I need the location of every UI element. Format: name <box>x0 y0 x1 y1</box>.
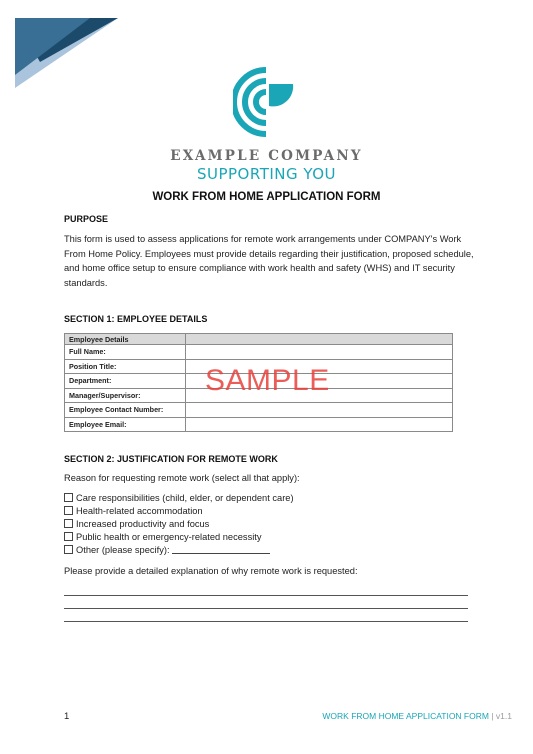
care-checkbox[interactable] <box>64 493 73 502</box>
footer-separator: | <box>491 711 494 721</box>
page-number: 1 <box>64 711 70 722</box>
checklist-item <box>64 505 294 518</box>
footer-doc-title: WORK FROM HOME APPLICATION FORM <box>322 711 489 721</box>
explanation-line[interactable] <box>64 621 468 622</box>
table-header-row <box>65 334 453 345</box>
table-header-blank <box>186 334 453 345</box>
manager-label: Manager/Supervisor: <box>65 388 186 403</box>
position-title-label: Position Title: <box>65 359 186 374</box>
reason-checklist <box>64 492 294 557</box>
email-field[interactable] <box>186 417 453 432</box>
table-row <box>65 345 453 360</box>
table-row <box>65 403 453 418</box>
footer-version: v1.1 <box>495 711 512 721</box>
other-label: Other (please specify): <box>76 545 170 555</box>
contact-number-field[interactable] <box>186 403 453 418</box>
checklist-item <box>64 492 294 505</box>
productivity-label: Increased productivity and focus <box>76 519 210 529</box>
other-checkbox[interactable] <box>64 545 73 554</box>
company-tagline: SUPPORTING YOU <box>196 165 337 183</box>
full-name-field[interactable] <box>186 345 453 360</box>
department-label: Department: <box>65 374 186 389</box>
health-checkbox[interactable] <box>64 506 73 515</box>
table-row <box>65 417 453 432</box>
checklist-item <box>64 531 294 544</box>
section2-heading: SECTION 2: JUSTIFICATION FOR REMOTE WORK <box>64 454 278 464</box>
purpose-heading: PURPOSE <box>64 214 109 224</box>
public-health-label: Public health or emergency-related necessity <box>76 532 262 542</box>
table-header-label: Employee Details <box>65 334 186 345</box>
explanation-line[interactable] <box>64 595 468 596</box>
explanation-line[interactable] <box>64 608 468 609</box>
footer-title <box>322 711 512 721</box>
email-label: Employee Email: <box>65 417 186 432</box>
full-name-label: Full Name: <box>65 345 186 360</box>
care-label: Care responsibilities (child, elder, or dependent care) <box>76 493 294 503</box>
contact-number-label: Employee Contact Number: <box>65 403 186 418</box>
sample-watermark: SAMPLE <box>205 364 330 397</box>
form-title: WORK FROM HOME APPLICATION FORM <box>152 191 381 203</box>
health-label: Health-related accommodation <box>76 506 203 516</box>
corner-decoration <box>0 0 125 95</box>
company-name: EXAMPLE COMPANY <box>170 148 363 164</box>
public-health-checkbox[interactable] <box>64 532 73 541</box>
checklist-item <box>64 518 294 531</box>
c-arc-logo-icon <box>233 66 299 138</box>
other-specify-field[interactable] <box>172 544 270 554</box>
section1-heading: SECTION 1: EMPLOYEE DETAILS <box>64 314 208 324</box>
checklist-item <box>64 544 294 557</box>
productivity-checkbox[interactable] <box>64 519 73 528</box>
reason-intro: Reason for requesting remote work (select all that apply): <box>64 473 300 483</box>
purpose-text: This form is used to assess applications for remote work arrangements under COMPANY's Work From Home Policy. Employees must provide details regarding their justification, proposed schedule, and home office setup to ensure compliance with work health and safety (WHS) and IT security standards. <box>64 234 474 288</box>
explanation-prompt: Please provide a detailed explanation of why remote work is requested: <box>64 566 358 576</box>
